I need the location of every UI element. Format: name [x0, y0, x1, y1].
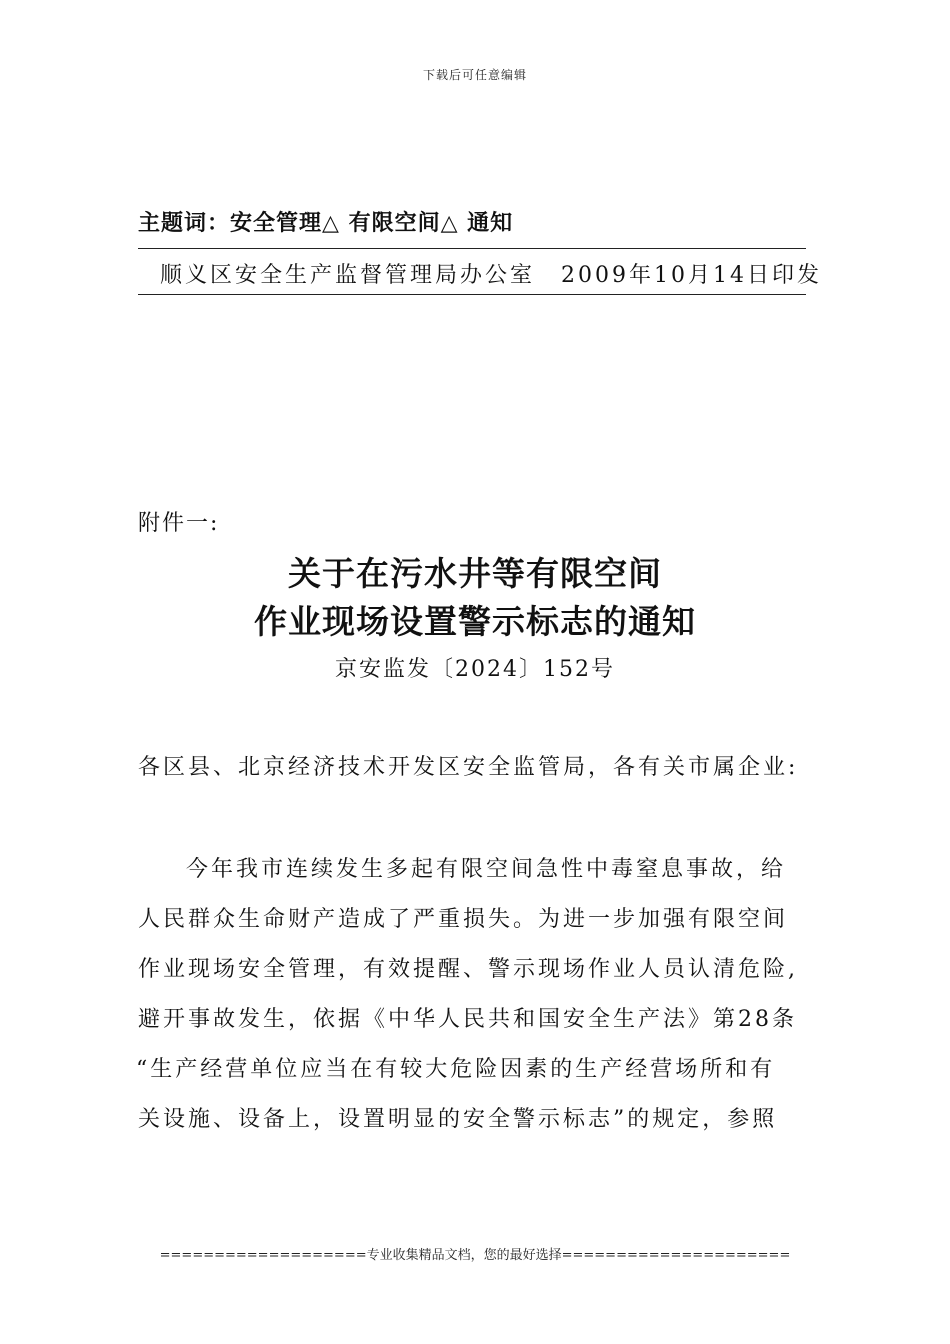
body-line: “生产经营单位应当在有较大危险因素的生产经营场所和有 — [136, 1057, 776, 1082]
body-line: 作业现场安全管理，有效提醒、警示现场作业人员认清危险, — [138, 957, 798, 982]
issuer-office: 顺义区安全生产监督管理局办公室 — [160, 263, 536, 288]
notice-title-line-1: 关于在污水井等有限空间 — [288, 554, 662, 593]
issuer-line — [160, 258, 822, 289]
footer-banner: ===================专业收集精品文档，您的最好选择===================== — [159, 1248, 791, 1263]
issuer-date: 2009年10月14日印发 — [561, 263, 822, 288]
addressee: 各区县、北京经济技术开发区安全监管局，各有关市属企业: — [138, 755, 799, 780]
body-line: 人民群众生命财产造成了严重损失。为进一步加强有限空间 — [138, 907, 789, 932]
document-number: 京安监发〔2024〕152号 — [335, 657, 615, 682]
header-note: 下载后可任意编辑 — [422, 68, 527, 82]
body-line: 关设施、设备上，设置明显的安全警示标志”的规定，参照 — [138, 1107, 778, 1132]
subject-keywords: 主题词：安全管理△ 有限空间△ 通知 — [138, 211, 514, 236]
body-line: 今年我市连续发生多起有限空间急性中毒窒息事故，给 — [186, 857, 787, 882]
attachment-label: 附件一: — [138, 511, 220, 536]
rule-bottom — [138, 294, 806, 295]
rule-top — [138, 248, 806, 249]
body-line: 避开事故发生，依据《中华人民共和国安全生产法》第28条 — [138, 1007, 797, 1032]
notice-title-line-2: 作业现场设置警示标志的通知 — [254, 602, 696, 641]
